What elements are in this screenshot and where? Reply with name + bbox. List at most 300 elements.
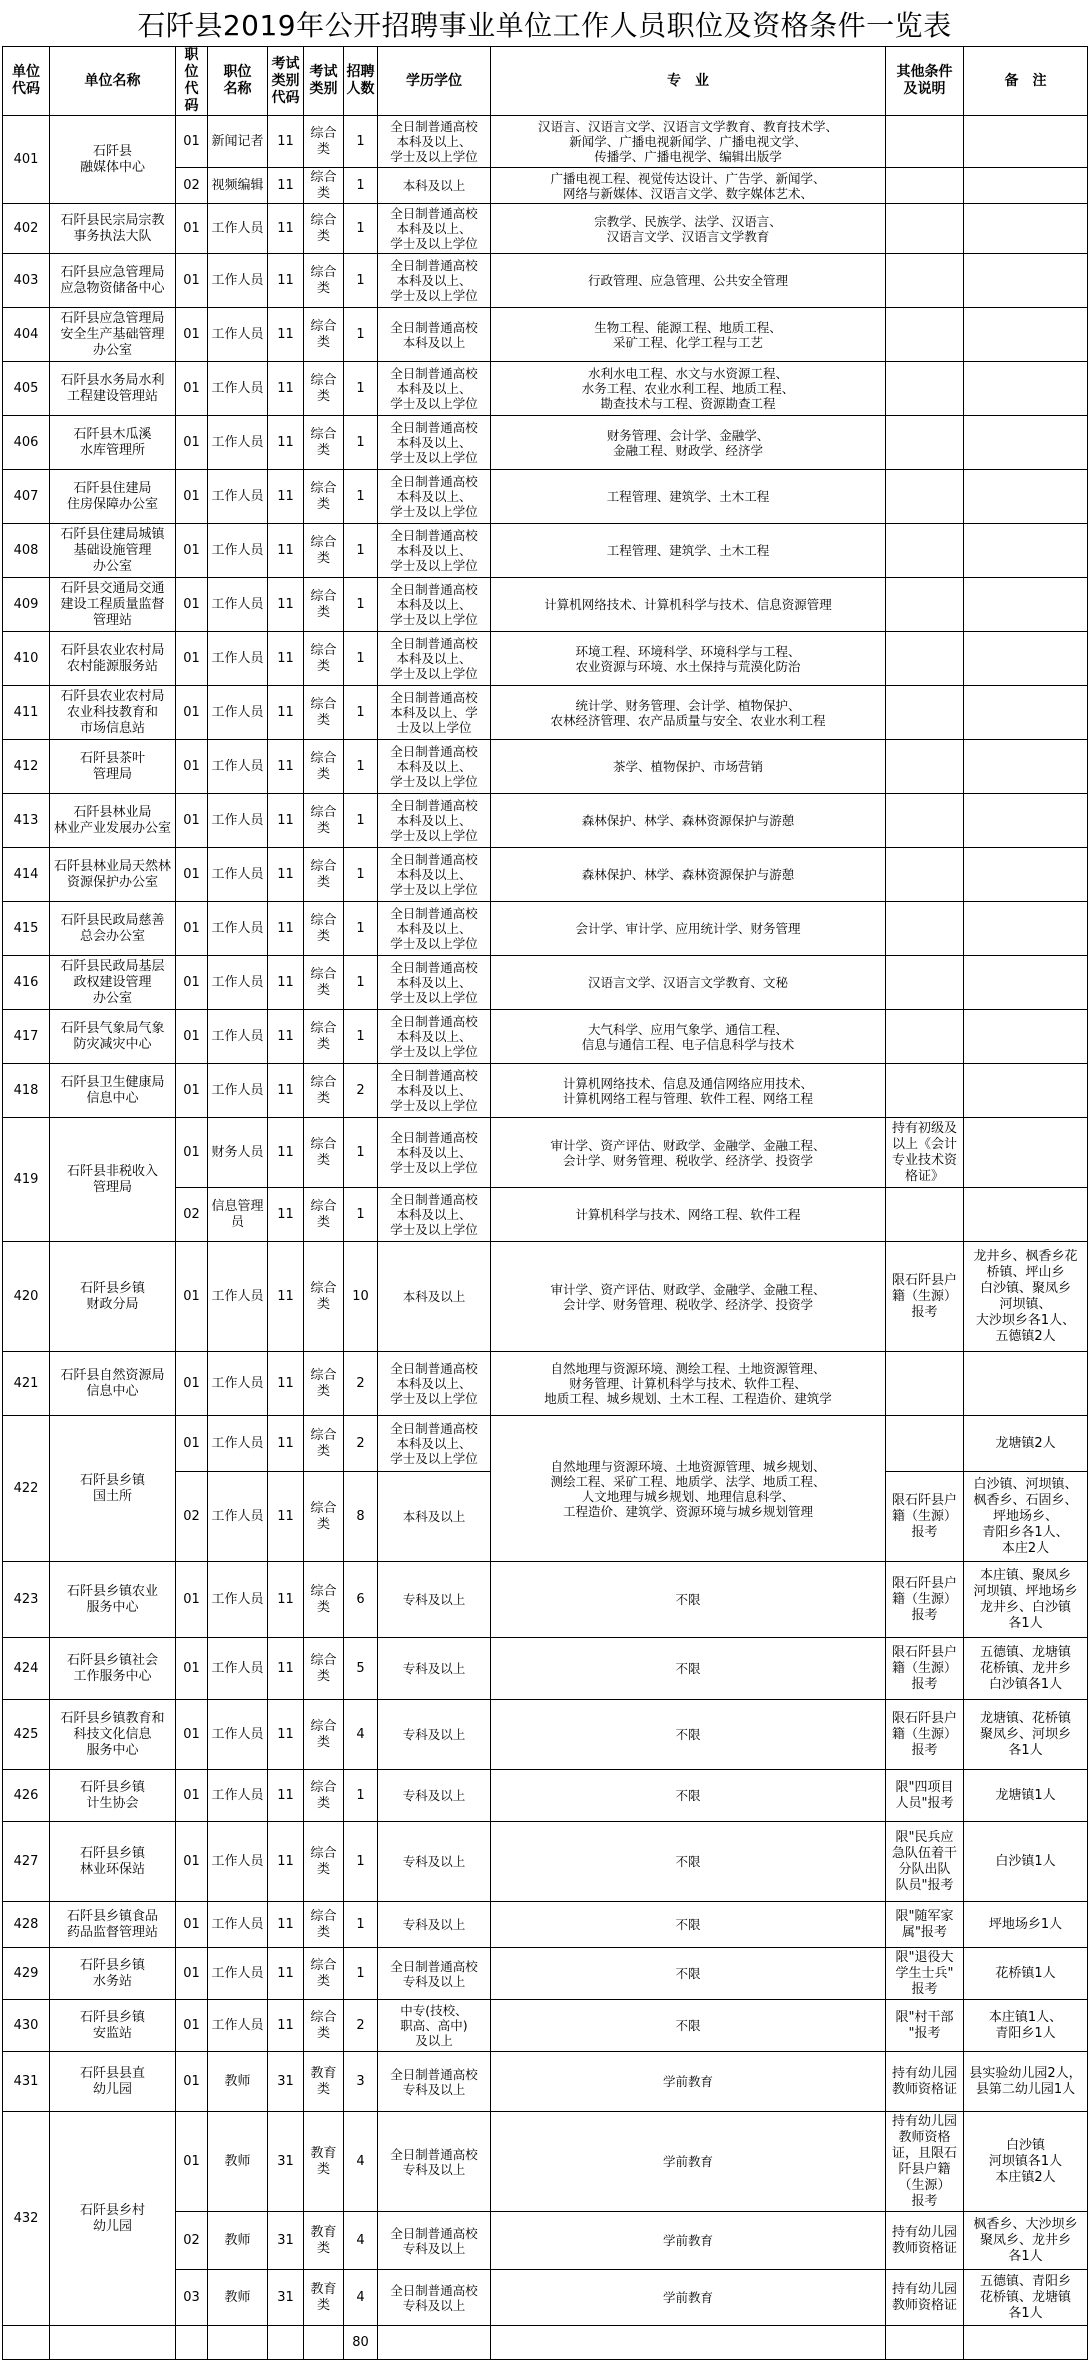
education-degree-cell: 全日制普通高校 本科及以上 — [378, 308, 491, 362]
unit-name-cell: 石阡县木瓜溪 水库管理所 — [50, 416, 176, 470]
unit-code-cell: 406 — [3, 416, 50, 470]
remarks-cell: 龙井乡、枫香乡花 桥镇、坪山乡 白沙镇、聚凤乡 河坝镇、 大沙坝乡各1人、 五德镇2人 — [964, 1242, 1088, 1352]
recruit-count-cell: 4 — [344, 1700, 378, 1770]
other-conditions-cell: 限"村干部 "报考 — [886, 2000, 964, 2052]
exam-category-code-cell: 11 — [268, 168, 304, 204]
exam-category-code-cell: 11 — [268, 1242, 304, 1352]
education-degree-cell: 全日制普通高校 本科及以上、 学士及以上学位 — [378, 524, 491, 578]
position-name-cell: 工作人员 — [208, 848, 268, 902]
table-row — [3, 1638, 1088, 1700]
table-row — [3, 524, 1088, 578]
exam-category-code-cell: 11 — [268, 1638, 304, 1700]
education-degree-cell: 全日制普通高校 本科及以上、 学士及以上学位 — [378, 116, 491, 168]
exam-category-code-cell: 11 — [268, 1118, 304, 1188]
recruit-count-cell: 1 — [344, 848, 378, 902]
empty-cell — [491, 2326, 886, 2360]
exam-category-cell: 教育类 — [304, 2052, 344, 2112]
position-code-cell: 01 — [176, 578, 208, 632]
education-degree-cell: 全日制普通高校 本科及以上、 学士及以上学位 — [378, 578, 491, 632]
exam-category-code-cell: 11 — [268, 1188, 304, 1242]
exam-category-code-cell: 11 — [268, 1902, 304, 1948]
position-code-cell: 01 — [176, 1822, 208, 1902]
other-conditions-cell: 限石阡县户 籍（生源） 报考 — [886, 1562, 964, 1638]
exam-category-code-cell: 11 — [268, 1472, 304, 1562]
recruit-count-header: 招聘 人数 — [344, 47, 378, 116]
position-code-cell: 01 — [176, 1416, 208, 1472]
empty-cell — [3, 2326, 50, 2360]
recruit-count-cell: 1 — [344, 116, 378, 168]
empty-cell — [304, 2326, 344, 2360]
position-code-cell: 02 — [176, 1472, 208, 1562]
table-row — [3, 254, 1088, 308]
unit-name-cell: 石阡县乡村 幼儿园 — [50, 2112, 176, 2326]
position-name-cell: 工作人员 — [208, 740, 268, 794]
exam-category-code-cell: 31 — [268, 2212, 304, 2270]
education-degree-cell: 全日制普通高校 专科及以上 — [378, 2270, 491, 2326]
recruit-count-cell: 10 — [344, 1242, 378, 1352]
total-row — [3, 2326, 1088, 2360]
remarks-cell — [964, 524, 1088, 578]
remarks-cell — [964, 416, 1088, 470]
position-code-cell: 02 — [176, 1188, 208, 1242]
other-conditions-cell — [886, 1352, 964, 1416]
exam-category-code-cell: 11 — [268, 524, 304, 578]
exam-category-cell: 综合类 — [304, 1948, 344, 2000]
major-cell: 不限 — [491, 1822, 886, 1902]
remarks-cell — [964, 254, 1088, 308]
remarks-cell: 县实验幼儿园2人， 县第二幼儿园1人 — [964, 2052, 1088, 2112]
unit-code-cell: 422 — [3, 1416, 50, 1562]
other-conditions-cell — [886, 686, 964, 740]
remarks-cell — [964, 1010, 1088, 1064]
recruit-count-cell: 1 — [344, 1948, 378, 2000]
unit-code-cell: 403 — [3, 254, 50, 308]
remarks-cell — [964, 1188, 1088, 1242]
unit-code-cell: 415 — [3, 902, 50, 956]
exam-category-cell: 综合类 — [304, 1638, 344, 1700]
recruit-count-cell: 1 — [344, 362, 378, 416]
unit-code-cell: 431 — [3, 2052, 50, 2112]
recruit-count-cell: 1 — [344, 1118, 378, 1188]
position-name-cell: 工作人员 — [208, 1242, 268, 1352]
exam-category-code-cell: 31 — [268, 2112, 304, 2212]
unit-code-cell: 409 — [3, 578, 50, 632]
remarks-cell — [964, 1064, 1088, 1118]
exam-category-cell: 教育类 — [304, 2270, 344, 2326]
major-cell: 会计学、审计学、应用统计学、财务管理 — [491, 902, 886, 956]
position-code-cell: 02 — [176, 2212, 208, 2270]
exam-category-code-cell: 31 — [268, 2052, 304, 2112]
education-degree-header: 学历学位 — [378, 47, 491, 116]
position-name-cell: 工作人员 — [208, 416, 268, 470]
unit-name-cell: 石阡县乡镇食品 药品监督管理站 — [50, 1902, 176, 1948]
exam-category-cell: 综合类 — [304, 254, 344, 308]
table-row — [3, 470, 1088, 524]
major-cell: 学前教育 — [491, 2212, 886, 2270]
unit-name-cell: 石阡县民宗局宗教 事务执法大队 — [50, 204, 176, 254]
recruit-count-cell: 4 — [344, 2112, 378, 2212]
unit-name-cell: 石阡县乡镇 林业环保站 — [50, 1822, 176, 1902]
table-row — [3, 794, 1088, 848]
unit-code-cell: 421 — [3, 1352, 50, 1416]
major-cell: 自然地理与资源环境、测绘工程、土地资源管理、 财务管理、计算机科学与技术、软件工程、 地质工程、城乡规划、土木工程、工程造价、建筑学 — [491, 1352, 886, 1416]
unit-code-cell: 427 — [3, 1822, 50, 1902]
recruit-count-cell: 8 — [344, 1472, 378, 1562]
recruit-count-cell: 1 — [344, 204, 378, 254]
recruit-count-cell: 1 — [344, 1902, 378, 1948]
exam-category-cell: 综合类 — [304, 902, 344, 956]
exam-category-cell: 综合类 — [304, 1902, 344, 1948]
exam-category-code-cell: 11 — [268, 2000, 304, 2052]
remarks-cell: 本庄镇1人、 青阳乡1人 — [964, 2000, 1088, 2052]
unit-code-header: 单位 代码 — [3, 47, 50, 116]
other-conditions-cell: 限石阡县户 籍（生源） 报考 — [886, 1472, 964, 1562]
unit-code-cell: 419 — [3, 1118, 50, 1242]
table-row — [3, 1822, 1088, 1902]
table-row — [3, 2112, 1088, 2212]
unit-name-cell: 石阡县乡镇 财政分局 — [50, 1242, 176, 1352]
major-cell: 自然地理与资源环境、土地资源管理、城乡规划、 测绘工程、采矿工程、地质学、法学、地质工程、 人文地理与城乡规划、地理信息科学、 工程造价、建筑学、资源环境与城乡规划管理 — [491, 1416, 886, 1562]
exam-category-cell: 综合类 — [304, 1770, 344, 1822]
remarks-cell — [964, 1352, 1088, 1416]
major-cell: 汉语言文学、汉语言文学教育、文秘 — [491, 956, 886, 1010]
exam-category-code-cell: 11 — [268, 1948, 304, 2000]
exam-category-code-cell: 11 — [268, 254, 304, 308]
position-code-cell: 01 — [176, 1770, 208, 1822]
remarks-cell — [964, 902, 1088, 956]
positions-table — [2, 46, 1088, 2360]
unit-name-cell: 石阡县住建局 住房保障办公室 — [50, 470, 176, 524]
unit-name-cell: 石阡县乡镇 安监站 — [50, 2000, 176, 2052]
table-row — [3, 956, 1088, 1010]
exam-category-cell: 综合类 — [304, 416, 344, 470]
recruit-count-cell: 1 — [344, 416, 378, 470]
education-degree-cell: 全日制普通高校 本科及以上、 学士及以上学位 — [378, 416, 491, 470]
position-name-cell: 工作人员 — [208, 308, 268, 362]
remarks-cell: 龙塘镇2人 — [964, 1416, 1088, 1472]
remarks-header: 备 注 — [964, 47, 1088, 116]
exam-category-code-cell: 11 — [268, 1010, 304, 1064]
table-row — [3, 1770, 1088, 1822]
exam-category-code-cell: 11 — [268, 116, 304, 168]
position-code-cell: 01 — [176, 204, 208, 254]
education-degree-cell: 全日制普通高校 本科及以上、 学士及以上学位 — [378, 1064, 491, 1118]
position-code-header: 职位 代码 — [176, 47, 208, 116]
table-row — [3, 416, 1088, 470]
recruit-count-cell: 2 — [344, 1352, 378, 1416]
other-conditions-cell: 限"随军家 属"报考 — [886, 1902, 964, 1948]
recruit-count-cell: 1 — [344, 578, 378, 632]
empty-cell — [886, 2326, 964, 2360]
position-name-cell: 工作人员 — [208, 524, 268, 578]
empty-cell — [208, 2326, 268, 2360]
education-degree-cell: 全日制普通高校 本科及以上、 学士及以上学位 — [378, 470, 491, 524]
position-name-cell: 教师 — [208, 2112, 268, 2212]
other-conditions-header: 其他条件 及说明 — [886, 47, 964, 116]
position-code-cell: 02 — [176, 168, 208, 204]
position-name-cell: 工作人员 — [208, 632, 268, 686]
exam-category-code-cell: 11 — [268, 848, 304, 902]
unit-name-cell: 石阡县自然资源局 信息中心 — [50, 1352, 176, 1416]
major-cell: 环境工程、环境科学、环境科学与工程、 农业资源与环境、水土保持与荒漠化防治 — [491, 632, 886, 686]
position-code-cell: 01 — [176, 686, 208, 740]
education-degree-cell: 专科及以上 — [378, 1562, 491, 1638]
exam-category-cell: 综合类 — [304, 204, 344, 254]
exam-category-code-cell: 11 — [268, 632, 304, 686]
other-conditions-cell — [886, 956, 964, 1010]
education-degree-cell: 全日制普通高校 本科及以上、 学士及以上学位 — [378, 632, 491, 686]
exam-category-code-cell: 11 — [268, 1416, 304, 1472]
position-name-cell: 工作人员 — [208, 362, 268, 416]
other-conditions-cell: 持有幼儿园 教师资格 证，且限石 阡县户籍 （生源） 报考 — [886, 2112, 964, 2212]
table-row — [3, 116, 1088, 168]
education-degree-cell: 专科及以上 — [378, 1700, 491, 1770]
table-row — [3, 578, 1088, 632]
major-cell: 计算机网络技术、计算机科学与技术、信息资源管理 — [491, 578, 886, 632]
position-name-cell: 工作人员 — [208, 1010, 268, 1064]
table-row — [3, 1118, 1088, 1188]
exam-category-cell: 综合类 — [304, 524, 344, 578]
recruit-count-cell: 1 — [344, 956, 378, 1010]
remarks-cell — [964, 1118, 1088, 1188]
major-cell: 不限 — [491, 1638, 886, 1700]
unit-name-cell: 石阡县民政局慈善 总会办公室 — [50, 902, 176, 956]
education-degree-cell: 全日制普通高校 本科及以上、 学士及以上学位 — [378, 204, 491, 254]
recruit-count-cell: 1 — [344, 902, 378, 956]
position-code-cell: 01 — [176, 362, 208, 416]
position-code-cell: 01 — [176, 1700, 208, 1770]
position-code-cell: 01 — [176, 1118, 208, 1188]
recruit-count-cell: 4 — [344, 2212, 378, 2270]
education-degree-cell: 本科及以上 — [378, 168, 491, 204]
unit-code-cell: 424 — [3, 1638, 50, 1700]
unit-code-cell: 408 — [3, 524, 50, 578]
table-row — [3, 1416, 1088, 1472]
unit-code-cell: 416 — [3, 956, 50, 1010]
position-code-cell: 01 — [176, 1064, 208, 1118]
unit-code-cell: 401 — [3, 116, 50, 204]
major-cell: 计算机科学与技术、网络工程、软件工程 — [491, 1188, 886, 1242]
unit-name-cell: 石阡县应急管理局 应急物资储备中心 — [50, 254, 176, 308]
major-cell: 不限 — [491, 2000, 886, 2052]
exam-category-header: 考试 类别 — [304, 47, 344, 116]
recruit-count-cell: 1 — [344, 254, 378, 308]
remarks-cell: 枫香乡、大沙坝乡 聚凤乡、龙井乡 各1人 — [964, 2212, 1088, 2270]
remarks-cell — [964, 848, 1088, 902]
position-name-cell: 新闻记者 — [208, 116, 268, 168]
position-name-cell: 工作人员 — [208, 956, 268, 1010]
remarks-cell: 龙塘镇、花桥镇 聚凤乡、河坝乡 各1人 — [964, 1700, 1088, 1770]
exam-category-cell: 综合类 — [304, 1562, 344, 1638]
unit-name-cell: 石阡县气象局气象 防灾减灾中心 — [50, 1010, 176, 1064]
education-degree-cell: 全日制普通高校 本科及以上、学 士及以上学位 — [378, 686, 491, 740]
remarks-cell — [964, 578, 1088, 632]
unit-name-cell: 石阡县乡镇 计生协会 — [50, 1770, 176, 1822]
position-code-cell: 01 — [176, 2112, 208, 2212]
remarks-cell — [964, 794, 1088, 848]
unit-name-cell: 石阡县林业局天然林 资源保护办公室 — [50, 848, 176, 902]
unit-code-cell: 429 — [3, 1948, 50, 2000]
position-name-cell: 工作人员 — [208, 794, 268, 848]
table-row — [3, 1902, 1088, 1948]
position-code-cell: 01 — [176, 1352, 208, 1416]
table-row — [3, 362, 1088, 416]
other-conditions-cell — [886, 116, 964, 168]
position-code-cell: 01 — [176, 470, 208, 524]
unit-name-cell: 石阡县农业农村局 农业科技教育和 市场信息站 — [50, 686, 176, 740]
unit-name-cell: 石阡县 融媒体中心 — [50, 116, 176, 204]
remarks-cell: 白沙镇 河坝镇各1人 本庄镇2人 — [964, 2112, 1088, 2212]
other-conditions-cell — [886, 524, 964, 578]
other-conditions-cell: 限石阡县户 籍（生源） 报考 — [886, 1700, 964, 1770]
position-code-cell: 01 — [176, 524, 208, 578]
position-code-cell: 01 — [176, 632, 208, 686]
position-code-cell: 01 — [176, 1638, 208, 1700]
exam-category-cell: 综合类 — [304, 1064, 344, 1118]
exam-category-code-cell: 11 — [268, 1700, 304, 1770]
unit-code-cell: 428 — [3, 1902, 50, 1948]
unit-code-cell: 411 — [3, 686, 50, 740]
position-code-cell: 01 — [176, 1902, 208, 1948]
position-code-cell: 01 — [176, 2000, 208, 2052]
exam-category-code-cell: 11 — [268, 362, 304, 416]
position-name-cell: 工作人员 — [208, 1638, 268, 1700]
major-cell: 汉语言、汉语言文学、汉语言文学教育、教育技术学、 新闻学、广播电视新闻学、广播电视文学、 传播学、广播电视学、编辑出版学 — [491, 116, 886, 168]
page-title: 石阡县2019年公开招聘事业单位工作人员职位及资格条件一览表 — [137, 9, 952, 42]
other-conditions-cell: 持有幼儿园 教师资格证 — [886, 2052, 964, 2112]
recruit-count-cell: 1 — [344, 740, 378, 794]
exam-category-cell: 综合类 — [304, 1188, 344, 1242]
recruit-count-cell: 2 — [344, 1064, 378, 1118]
education-degree-cell: 专科及以上 — [378, 1770, 491, 1822]
exam-category-code-cell: 11 — [268, 1064, 304, 1118]
education-degree-cell: 全日制普通高校 本科及以上、 学士及以上学位 — [378, 794, 491, 848]
remarks-cell — [964, 632, 1088, 686]
position-name-cell: 工作人员 — [208, 470, 268, 524]
remarks-cell: 五德镇、青阳乡 花桥镇、龙塘镇 各1人 — [964, 2270, 1088, 2326]
remarks-cell — [964, 168, 1088, 204]
major-cell: 不限 — [491, 1902, 886, 1948]
exam-category-code-cell: 11 — [268, 902, 304, 956]
position-code-cell: 01 — [176, 116, 208, 168]
position-code-cell: 01 — [176, 848, 208, 902]
unit-code-cell: 418 — [3, 1064, 50, 1118]
education-degree-cell: 全日制普通高校 本科及以上、 学士及以上学位 — [378, 362, 491, 416]
unit-code-cell: 420 — [3, 1242, 50, 1352]
position-code-cell: 01 — [176, 1948, 208, 2000]
unit-name-cell: 石阡县水务局水利 工程建设管理站 — [50, 362, 176, 416]
unit-name-cell: 石阡县林业局 林业产业发展办公室 — [50, 794, 176, 848]
position-name-cell: 教师 — [208, 2052, 268, 2112]
position-name-cell: 财务人员 — [208, 1118, 268, 1188]
education-degree-cell: 全日制普通高校 专科及以上 — [378, 1948, 491, 2000]
table-row — [3, 1352, 1088, 1416]
other-conditions-cell — [886, 848, 964, 902]
exam-category-cell: 综合类 — [304, 1472, 344, 1562]
other-conditions-cell — [886, 254, 964, 308]
exam-category-cell: 综合类 — [304, 1352, 344, 1416]
exam-category-code-cell: 11 — [268, 308, 304, 362]
exam-category-cell: 综合类 — [304, 168, 344, 204]
position-name-cell: 工作人员 — [208, 1948, 268, 2000]
unit-name-cell: 石阡县非税收入 管理局 — [50, 1118, 176, 1242]
education-degree-cell: 全日制普通高校 本科及以上、 学士及以上学位 — [378, 1118, 491, 1188]
unit-code-cell: 432 — [3, 2112, 50, 2326]
unit-name-header: 单位名称 — [50, 47, 176, 116]
exam-category-cell: 综合类 — [304, 1242, 344, 1352]
position-name-cell: 教师 — [208, 2270, 268, 2326]
education-degree-cell: 专科及以上 — [378, 1822, 491, 1902]
recruit-count-cell: 1 — [344, 1010, 378, 1064]
recruit-count-cell: 1 — [344, 168, 378, 204]
position-name-cell: 工作人员 — [208, 686, 268, 740]
remarks-cell — [964, 956, 1088, 1010]
position-name-cell: 工作人员 — [208, 1902, 268, 1948]
major-cell: 生物工程、能源工程、地质工程、 采矿工程、化学工程与工艺 — [491, 308, 886, 362]
exam-category-cell: 综合类 — [304, 1822, 344, 1902]
exam-category-cell: 综合类 — [304, 308, 344, 362]
major-cell: 工程管理、建筑学、土木工程 — [491, 470, 886, 524]
empty-cell — [176, 2326, 208, 2360]
table-row — [3, 1010, 1088, 1064]
exam-category-code-cell: 11 — [268, 578, 304, 632]
major-cell: 森林保护、林学、森林资源保护与游憩 — [491, 794, 886, 848]
unit-name-cell: 石阡县乡镇社会 工作服务中心 — [50, 1638, 176, 1700]
position-code-cell: 01 — [176, 902, 208, 956]
remarks-cell — [964, 204, 1088, 254]
position-code-cell: 01 — [176, 956, 208, 1010]
table-row — [3, 1948, 1088, 2000]
exam-category-code-cell: 11 — [268, 740, 304, 794]
major-cell: 大气科学、应用气象学、通信工程、 信息与通信工程、电子信息科学与技术 — [491, 1010, 886, 1064]
table-row — [3, 1242, 1088, 1352]
position-name-cell: 工作人员 — [208, 1416, 268, 1472]
major-cell: 不限 — [491, 1700, 886, 1770]
remarks-cell: 白沙镇1人 — [964, 1822, 1088, 1902]
recruit-count-cell: 1 — [344, 686, 378, 740]
remarks-cell: 五德镇、龙塘镇 花桥镇、龙井乡 白沙镇各1人 — [964, 1638, 1088, 1700]
unit-name-cell: 石阡县卫生健康局 信息中心 — [50, 1064, 176, 1118]
major-cell: 茶学、植物保护、市场营销 — [491, 740, 886, 794]
remarks-cell — [964, 686, 1088, 740]
recruit-count-cell: 2 — [344, 1416, 378, 1472]
unit-name-cell: 石阡县民政局基层 政权建设管理 办公室 — [50, 956, 176, 1010]
major-cell: 宗教学、民族学、法学、汉语言、 汉语言文学、汉语言文学教育 — [491, 204, 886, 254]
unit-code-cell: 423 — [3, 1562, 50, 1638]
major-cell: 不限 — [491, 1562, 886, 1638]
major-cell: 森林保护、林学、森林资源保护与游憩 — [491, 848, 886, 902]
major-cell: 计算机网络技术、信息及通信网络应用技术、 计算机网络工程与管理、软件工程、网络工程 — [491, 1064, 886, 1118]
recruit-count-cell: 1 — [344, 794, 378, 848]
unit-code-cell: 402 — [3, 204, 50, 254]
table-row — [3, 686, 1088, 740]
unit-name-cell: 石阡县乡镇 水务站 — [50, 1948, 176, 2000]
major-cell: 不限 — [491, 1770, 886, 1822]
exam-category-cell: 教育类 — [304, 2212, 344, 2270]
position-code-cell: 01 — [176, 1010, 208, 1064]
remarks-cell — [964, 470, 1088, 524]
other-conditions-cell: 持有初级及 以上《会计 专业技术资 格证》 — [886, 1118, 964, 1188]
table-row — [3, 308, 1088, 362]
exam-category-code-cell: 11 — [268, 1352, 304, 1416]
position-code-cell: 01 — [176, 254, 208, 308]
header-row — [3, 47, 1088, 116]
unit-code-cell: 417 — [3, 1010, 50, 1064]
recruit-count-cell: 1 — [344, 1770, 378, 1822]
unit-code-cell: 407 — [3, 470, 50, 524]
exam-category-code-cell: 11 — [268, 470, 304, 524]
exam-category-cell: 教育类 — [304, 2112, 344, 2212]
